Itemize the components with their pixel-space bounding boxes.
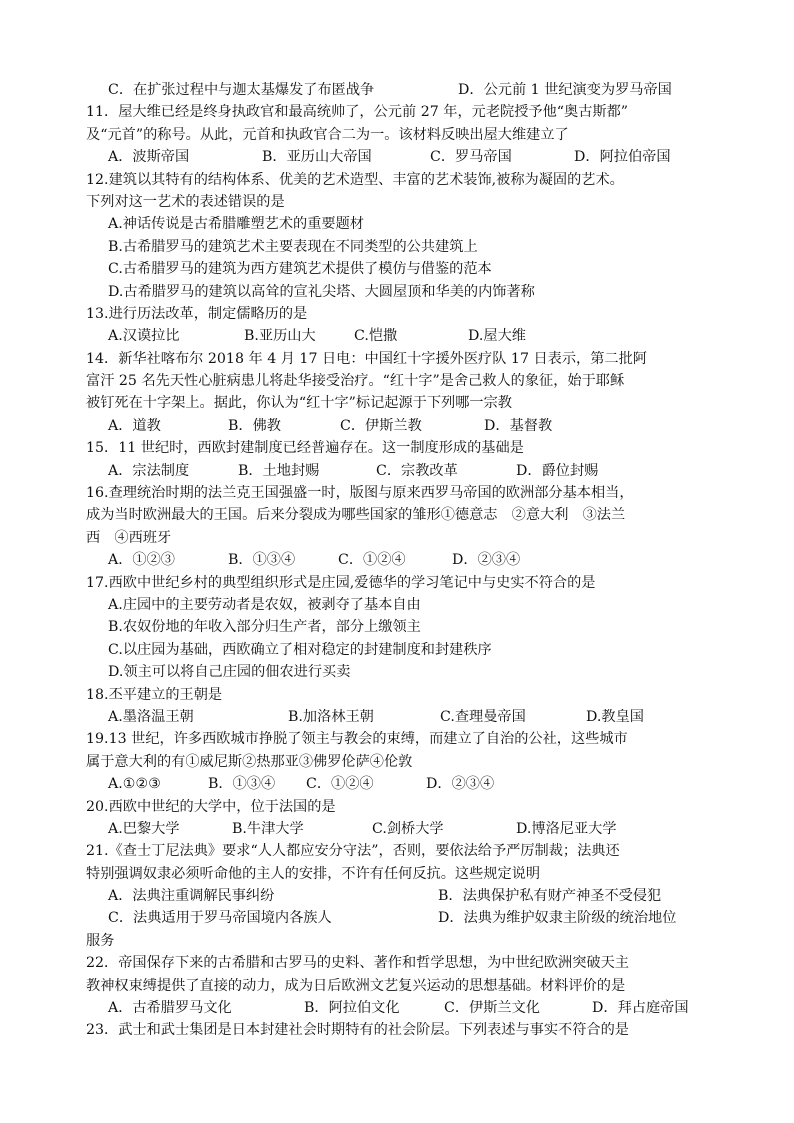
q15-option-d: D．爵位封赐 [516, 462, 599, 479]
q18-stem: 18.丕平建立的王朝是 [86, 686, 223, 703]
q17-option-a: A.庄园中的主要劳动者是农奴，被剥夺了基本自由 [108, 596, 421, 613]
q11-option-b: B．亚历山大帝国 [262, 149, 372, 166]
q12-stem-line-1: 12.建筑以其特有的结构体系、优美的艺术造型、丰富的艺术装饰,被称为凝固的艺术。 [86, 171, 624, 188]
q14-option-d: D．基督教 [484, 417, 553, 434]
q14-stem-line-3: 被钉死在十字架上。据此，你认为“红十字”标记起源于下列哪一宗教 [86, 395, 512, 412]
q21-options-cd [86, 907, 716, 929]
q17-stem: 17.西欧中世纪乡村的典型组织形式是庄园,爱德华的学习笔记中与史实不符合的是 [86, 574, 596, 591]
q19-option-c: C．①②④ [306, 776, 374, 793]
q15-option-c: C．宗教改革 [376, 462, 458, 479]
q16-option-b: B．①③④ [228, 552, 296, 569]
q11-option-a: A．波斯帝国 [108, 149, 190, 166]
q22-stem-line-2: 教神权束缚提供了直接的动力，成为日后欧洲文艺复兴运动的思想基础。材料评价的是 [86, 977, 626, 994]
q14-options [86, 415, 716, 437]
q15-options [86, 460, 716, 482]
q22-option-b: B．阿拉伯文化 [304, 1000, 400, 1017]
q12-option-b: B.古希腊罗马的建筑艺术主要表现在不同类型的公共建筑上 [108, 238, 478, 255]
q21-stem-line-1: 21.《查士丁尼法典》要求“人人都应安分守法”，否则，要依法给予严厉制裁；法典还 [86, 843, 620, 860]
q16-options [86, 549, 716, 571]
q11-stem-line-1: 11．屋大维已经是终身执政官和最高统帅了，公元前 27 年，元老院授予他“奥古斯都” [86, 104, 629, 121]
q19-stem-line-2: 属于意大利的有①威尼斯②热那亚③佛罗伦萨④伦敦 [86, 753, 413, 770]
q19-stem-line-1: 19.13 世纪，许多西欧城市挣脱了领主与教会的束缚，而建立了自治的公社，这些城市 [86, 731, 628, 748]
q16-option-d: D．②③④ [452, 552, 521, 569]
q12-option-a: A.神话传说是古希腊雕塑艺术的重要题材 [108, 216, 364, 233]
q18-option-b: B.加洛林王朝 [288, 708, 374, 725]
q14-option-a: A．道教 [108, 417, 161, 434]
q18-options [86, 706, 716, 728]
q13-option-c: C.恺撒 [354, 328, 398, 345]
q10-option-c: C．在扩张过程中与迦太基爆发了布匿战争 [108, 82, 375, 98]
q19-option-b: B．①③④ [208, 776, 276, 793]
exam-page [86, 79, 716, 1042]
q16-option-a: A．①②③ [108, 552, 175, 569]
q10-options-cd [86, 79, 716, 101]
q14-option-c: C．伊斯兰教 [340, 417, 422, 434]
q18-option-d: D.教皇国 [586, 708, 644, 725]
q14-stem-line-2: 富汗 25 名先天性心脏病患儿将赴华接受治疗。“红十字”是舍己救人的象征，始于耶稣 [86, 373, 625, 390]
q20-option-a: A.巴黎大学 [108, 820, 180, 837]
q14-option-b: B．佛教 [228, 417, 281, 434]
q21-stem-line-2: 特别强调奴隶必须听命他的主人的安排，不许有任何反抗。这些规定说明 [86, 865, 541, 882]
q13-option-d: D.屋大维 [468, 328, 526, 345]
q19-options [86, 773, 716, 795]
q13-option-a: A.汉谟拉比 [108, 328, 180, 345]
q21-option-c: C．法典适用于罗马帝国境内各族人 [108, 910, 332, 927]
q15-stem: 15．11 世纪时，西欧封建制度已经普遍存在。这一制度形成的基础是 [86, 440, 524, 457]
q20-stem: 20.西欧中世纪的大学中，位于法国的是 [86, 798, 336, 815]
q20-options [86, 818, 716, 840]
q22-option-d: D．拜占庭帝国 [592, 1000, 689, 1017]
q10-option-d: D．公元前 1 世纪演变为罗马帝国 [458, 82, 672, 98]
q22-option-c: C．伊斯兰文化 [444, 1000, 540, 1017]
q17-option-b: B.农奴份地的年收入部分归生产者，部分上缴领主 [108, 619, 421, 636]
q15-option-b: B．土地封赐 [238, 462, 320, 479]
q16-stem-line-3: 西 ④西班牙 [86, 529, 172, 546]
q15-option-a: A．宗法制度 [108, 462, 190, 479]
q22-option-a: A．古希腊罗马文化 [108, 1000, 232, 1017]
q21-option-b: B．法典保护私有财产神圣不受侵犯 [438, 888, 662, 905]
q14-stem-line-1: 14．新华社喀布尔 2018 年 4 月 17 日电：中国红十字援外医疗队 17 日表示，第二批阿 [86, 350, 647, 367]
q21-option-d-continuation: 服务 [86, 932, 115, 949]
q22-stem-line-1: 22．帝国保存下来的古希腊和古罗马的史料、著作和哲学思想，为中世纪欧洲突破天主 [86, 955, 629, 972]
q13-option-b: B.亚历山大 [244, 328, 316, 345]
q20-option-c: C.剑桥大学 [372, 820, 444, 837]
q20-option-b: B.牛津大学 [232, 820, 304, 837]
q16-option-c: C．①②④ [338, 552, 406, 569]
q23-stem: 23．武士和武士集团是日本封建社会时期特有的社会阶层。下列表述与事实不符合的是 [86, 1022, 629, 1039]
q11-options [86, 146, 716, 168]
q11-option-c: C．罗马帝国 [430, 149, 512, 166]
q21-options-ab [86, 885, 716, 907]
q11-stem-line-2: 及“元首”的称号。从此，元首和执政官合二为一。该材料反映出屋大维建立了 [86, 126, 569, 143]
q20-option-d: D.博洛尼亚大学 [516, 820, 617, 837]
q18-option-c: C.查理曼帝国 [440, 708, 526, 725]
q19-option-d: D．②③④ [426, 776, 495, 793]
q16-stem-line-2: 成为当时欧洲最大的王国。后来分裂成为哪些国家的雏形①德意志 ②意大利 ③法兰 [86, 507, 626, 524]
q22-options [86, 997, 716, 1019]
q16-stem-line-1: 16.查理统治时期的法兰克王国强盛一时，版图与原来西罗马帝国的欧洲部分基本相当， [86, 485, 634, 502]
q21-option-a: A．法典注重调解民事纠纷 [108, 888, 275, 905]
q17-option-d: D.领主可以将自己庄园的佃农进行买卖 [108, 664, 351, 681]
q18-option-a: A.墨洛温王朝 [108, 708, 194, 725]
q19-option-a: A.①②③ [108, 776, 161, 793]
q17-option-c: C.以庄园为基础，西欧确立了相对稳定的封建制度和封建秩序 [108, 641, 492, 658]
q21-option-d: D．法典为维护奴隶主阶级的统治地位 [438, 910, 677, 927]
q13-stem: 13.进行历法改革，制定儒略历的是 [86, 305, 308, 322]
q13-options [86, 325, 716, 347]
q11-option-d: D．阿拉伯帝国 [574, 149, 671, 166]
q12-stem-line-2: 下列对这一艺术的表述错误的是 [86, 193, 285, 210]
q12-option-d: D.古希腊罗马的建筑以高耸的宣礼尖塔、大圆屋顶和华美的内饰著称 [108, 283, 535, 300]
q12-option-c: C.古希腊罗马的建筑为西方建筑艺术提供了模仿与借鉴的范本 [108, 261, 492, 278]
